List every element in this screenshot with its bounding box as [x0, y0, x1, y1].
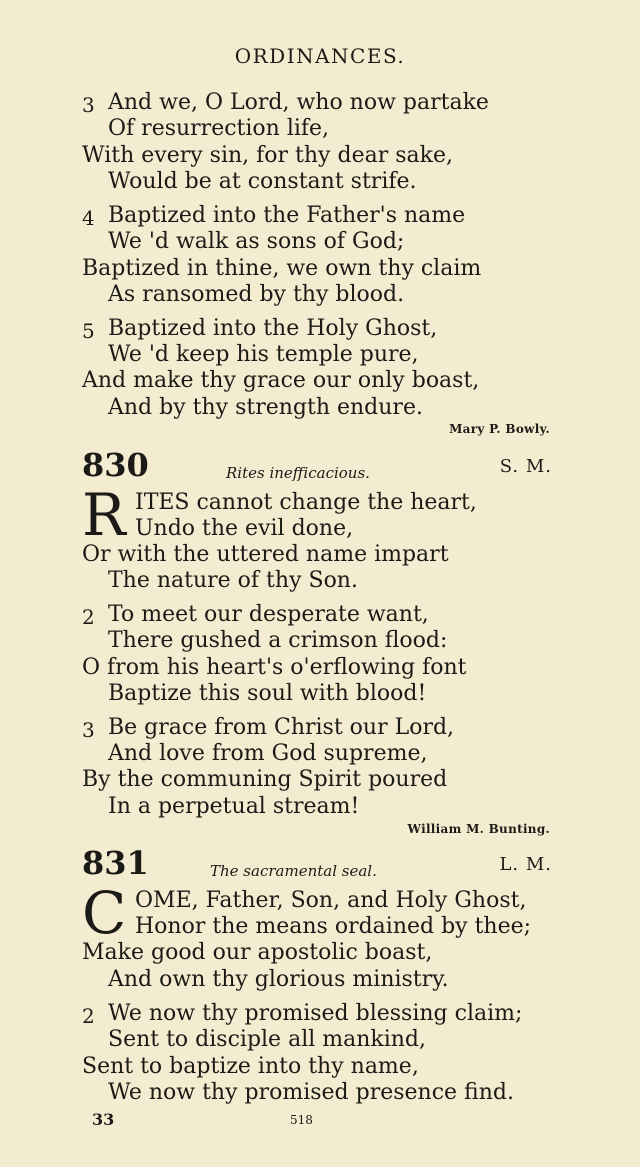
hymn-line: We 'd keep his temple pure,	[108, 342, 419, 367]
hymn-line: And we, O Lord, who now partake	[108, 90, 489, 115]
verse-number: 5	[82, 319, 95, 343]
hymn-line: And love from God supreme,	[108, 741, 428, 766]
hymn-line: And by thy strength endure.	[108, 395, 423, 420]
hymn-line: ITES cannot change the heart,	[135, 490, 477, 515]
verse-number: 2	[82, 605, 95, 629]
hymn-line: As ransomed by thy blood.	[108, 282, 405, 307]
hymn-author: William M. Bunting.	[407, 822, 550, 836]
hymn-line: In a perpetual stream!	[108, 794, 360, 819]
hymn-line: And own thy glorious ministry.	[108, 967, 449, 992]
hymn-author: Mary P. Bowly.	[449, 422, 550, 436]
hymn-line: Of resurrection life,	[108, 116, 330, 141]
hymn-line: Undo the evil done,	[135, 516, 354, 541]
hymn-line: Baptized in thine, we own thy claim	[82, 256, 482, 281]
hymn-line: Or with the uttered name impart	[82, 542, 449, 567]
hymn-line: And make thy grace our only boast,	[82, 368, 480, 393]
hymn-line: We 'd walk as sons of God;	[108, 229, 405, 254]
hymn-line: Baptized into the Holy Ghost,	[108, 316, 438, 341]
hymn-line: Sent to baptize into thy name,	[82, 1054, 419, 1079]
hymn-line: Baptize this soul with blood!	[108, 681, 427, 706]
verse-number: 2	[82, 1004, 95, 1028]
hymn-line: To meet our desperate want,	[108, 602, 429, 627]
hymn-line: With every sin, for thy dear sake,	[82, 143, 453, 168]
drop-cap: R	[82, 481, 126, 549]
hymn-line: The nature of thy Son.	[108, 568, 358, 593]
hymn-line: Baptized into the Father's name	[108, 203, 466, 228]
signature-mark: 33	[92, 1110, 115, 1129]
hymn-title: Rites inefficacious.	[226, 464, 370, 482]
hymn-line: OME, Father, Son, and Holy Ghost,	[135, 888, 527, 913]
hymn-line: There gushed a crimson flood:	[108, 628, 448, 653]
page-header: ORDINANCES.	[234, 44, 406, 68]
hymn-line: We now thy promised blessing claim;	[108, 1001, 523, 1026]
hymn-line: O from his heart's o'erflowing font	[82, 655, 467, 680]
hymn-line: Be grace from Christ our Lord,	[108, 715, 455, 740]
verse-number: 3	[82, 718, 95, 742]
hymn-line: By the communing Spirit poured	[82, 767, 448, 792]
hymn-line: Sent to disciple all mankind,	[108, 1027, 427, 1052]
verse-number: 4	[82, 206, 95, 230]
verse-number: 3	[82, 93, 95, 117]
hymn-title: The sacramental seal.	[210, 862, 377, 880]
hymn-meter: L. M.	[499, 854, 552, 875]
page-number: 518	[290, 1113, 313, 1127]
hymn-meter: S. M.	[499, 456, 552, 477]
hymn-number: 830	[82, 446, 149, 484]
hymn-line: Would be at constant strife.	[108, 169, 417, 194]
hymn-line: We now thy promised presence find.	[108, 1080, 514, 1105]
drop-cap: C	[82, 879, 127, 947]
hymn-line: Honor the means ordained by thee;	[135, 914, 532, 939]
hymn-number: 831	[82, 844, 149, 882]
hymn-line: Make good our apostolic boast,	[82, 940, 433, 965]
